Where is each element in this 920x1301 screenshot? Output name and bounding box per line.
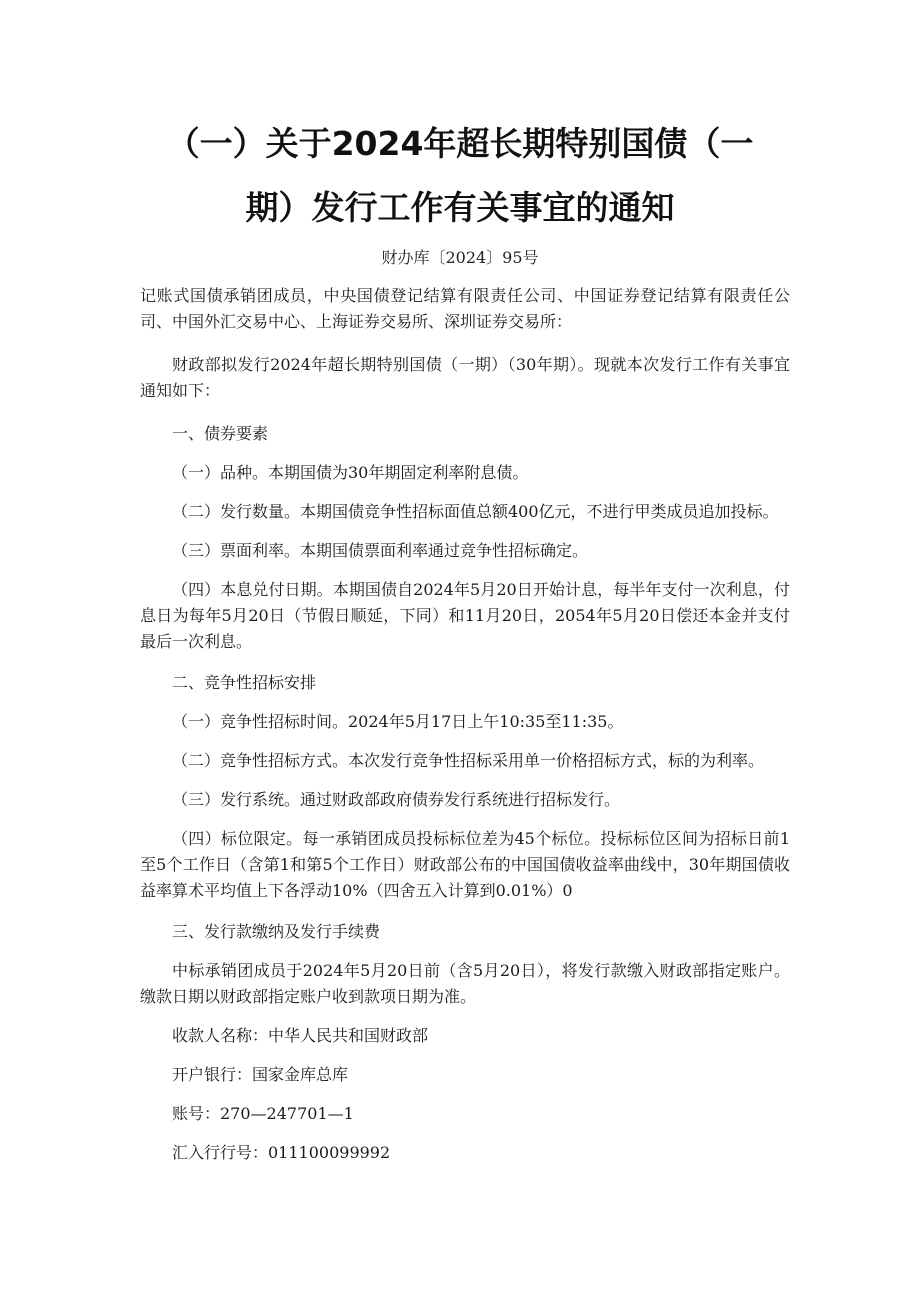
- section2-item-3: （三）发行系统。通过财政部政府债券发行系统进行招标发行。: [172, 790, 621, 809]
- section1-item-4: （四）本息兑付日期。本期国债自2024年5月20日开始计息，每半年支付一次利息，付息日为每年5月20日（节假日顺延，下同）和11月20日，2054年5月20日偿还本金并支付最后一次利息。: [140, 580, 790, 651]
- section1-item-1: （一）品种。本期国债为30年期固定利率附息债。: [172, 463, 529, 482]
- document-title-line1: （一）关于2024年超长期特别国债（一: [166, 124, 754, 163]
- section3-paragraph: 中标承销团成员于2024年5月20日前（含5月20日），将发行款缴入财政部指定账户。缴款日期以财政部指定账户收到款项日期为准。: [140, 961, 790, 1006]
- section2-item-1: （一）竞争性招标时间。2024年5月17日上午10:35至11:35。: [172, 712, 624, 731]
- section1-item-2: （二）发行数量。本期国债竞争性招标面值总额400亿元，不进行甲类成员追加投标。: [172, 502, 779, 521]
- account-number: 账号：270—247701—1: [172, 1104, 354, 1123]
- section1-heading: 一、债券要素: [172, 424, 269, 443]
- section3-heading: 三、发行款缴纳及发行手续费: [172, 922, 381, 941]
- document-title-line2: 期）发行工作有关事宜的通知: [245, 188, 675, 227]
- section2-heading: 二、竞争性招标安排: [172, 673, 317, 692]
- document-body: [140, 283, 790, 1166]
- bank-name: 开户银行：国家金库总库: [172, 1065, 349, 1084]
- section2-item-4: （四）标位限定。每一承销团成员投标标位差为45个标位。投标标位区间为招标日前1至5个工作日（含第1和第5个工作日）财政部公布的中国国债收益率曲线中，30年期国债收益率算术平均值上下各浮动10%（四舍五入计算到0.01%）0: [140, 829, 790, 900]
- intro-paragraph: 财政部拟发行2024年超长期特别国债（一期）（30年期）。现就本次发行工作有关事宜通知如下：: [140, 355, 790, 400]
- routing-number: 汇入行行号：011100099992: [172, 1143, 391, 1162]
- section1-item-3: （三）票面利率。本期国债票面利率通过竞争性招标确定。: [172, 541, 589, 560]
- section2-item-2: （二）竞争性招标方式。本次发行竞争性招标采用单一价格招标方式，标的为利率。: [172, 751, 765, 770]
- payee-name: 收款人名称：中华人民共和国财政部: [172, 1026, 429, 1045]
- addressee-paragraph: 记账式国债承销团成员，中央国债登记结算有限责任公司、中国证券登记结算有限责任公司、中国外汇交易中心、上海证券交易所、深圳证券交易所：: [140, 286, 790, 331]
- document-number: 财办库〔2024〕95号: [381, 248, 539, 267]
